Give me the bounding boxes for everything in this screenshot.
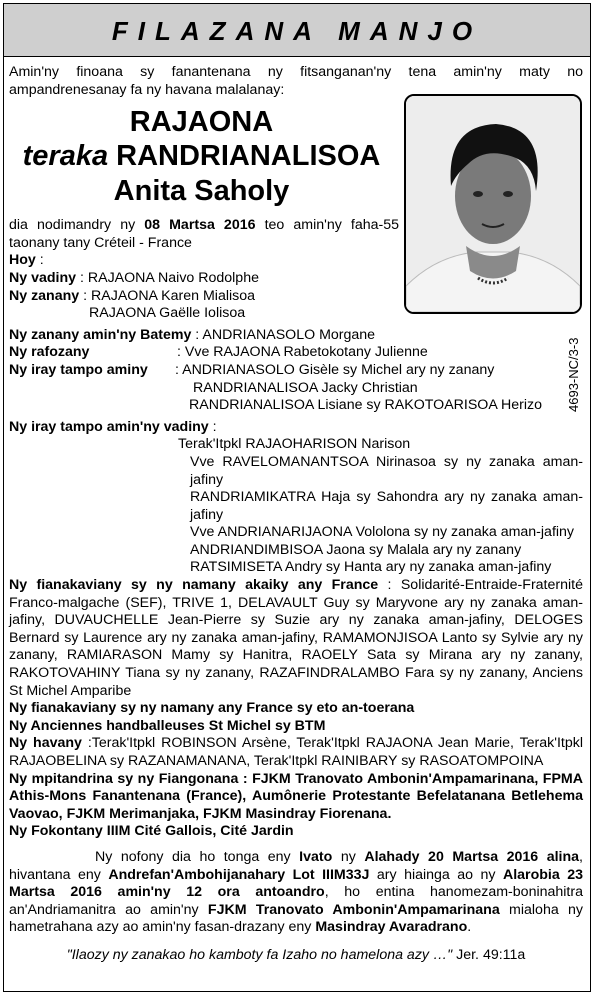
deceased-surname: RAJAONA (129, 106, 274, 139)
batemy-row (9, 327, 583, 345)
fianakaviana-france-text: : Solidarité-Entraide-Fraternité Franco-malgache (SEF), TRIVE 1, DELAVAULT Guy sy Maryvone ary ny zanaka aman-jafiny, DUVAUCHELLE Jean-Pierre sy Suzie ary ny zanaka aman-jafiny, DELOGES Bernard sy Laurence ary ny zanaka aman-jafiny, RAMAMONJISOA Lanto sy Sylvie ary ny zanany, RAMIARASON Mamy sy Hanitra, RAOELY Sata sy Mirana ary ny zanany, RAKOTOVAHINY Tiana sy ny zanany, RAZAFINDRALAMBO Fara sy ny zanany, Anciens St Michel Amparibe (9, 577, 583, 699)
batemy-value: : ANDRIANASOLO Morgane (191, 326, 376, 343)
iray-tampo-vadiny-3: RANDRIAMIKATRA Haja sy Sahondra ary ny zanaka aman-jafiny (190, 489, 583, 523)
mpitandrina-line: Ny mpitandrina sy ny Fiangonana : FJKM Tranovato Ambonin'Ampamarinana, FPMA Athis-Mons Fanantenana (France), Aumônerie Protestante Befelatanana Betlehema Vaovao, FJKM Merimanjaka, FJKM Masindray Fiorenana. (9, 770, 583, 822)
vadiny-value: : RAJAONA Naivo Rodolphe (76, 269, 259, 286)
iray-tampo-vadiny-6: RATSIMISETA Andry sy Hanta ary ny zanaka aman-jafiny (190, 559, 552, 576)
iray-tampo-value-2: RANDRIANALISOA Jacky Christian (193, 379, 418, 396)
rafozany-label: Ny rafozany (9, 344, 90, 361)
vadiny-label: Ny vadiny (9, 269, 77, 286)
death-date: 08 Martsa 2016 (144, 217, 256, 234)
iray-tampo-vadiny-label: Ny iray tampo amin'ny vadiny : (9, 418, 217, 435)
iray-tampo-value-3: RANDRIANALISOA Lisiane sy RAKOTOARISOA Herizo (189, 397, 542, 414)
fokontany-line: Ny Fokontany IIIM Cité Gallois, Cité Jardin (9, 823, 294, 840)
iray-tampo-vadiny-4: Vve ANDRIANARIJAONA Vololona sy ny zanaka aman-jafiny (190, 524, 575, 541)
quote-ref: Jer. 49:11a (452, 946, 526, 963)
reference-code: 4693-NC/3-3 (566, 337, 581, 412)
zanany-value-1: : RAJAONA Karen Mialisoa (79, 287, 256, 304)
fianakaviana-france-label: Ny fianakaviany sy ny namany akaiky any France (9, 577, 379, 594)
iray-tampo-row (9, 362, 583, 380)
intro-text: Amin'ny finoana sy fanantenana ny fitsanganan'ny tena amin'ny maty no ampandrenesanay fa ny havana malalanay: (9, 64, 583, 98)
zanany-value-2: RAJAONA Gaëlle Iolisoa (89, 305, 246, 322)
iray-tampo-vadiny-2: Vve RAVELOMANANTSOA Nirinasoa sy ny zanaka aman-jafiny (190, 453, 583, 488)
zanany-label: Ny zanany (9, 287, 80, 304)
header-bar (4, 4, 590, 57)
iray-tampo-vadiny-5: ANDRIANDIMBISOA Jaona sy Malala ary ny zanany (190, 541, 522, 558)
iray-tampo-label: Ny iray tampo aminy (9, 361, 148, 378)
zanany-row (9, 288, 583, 306)
notice-body (9, 64, 583, 965)
batemy-label: Ny zanany amin'ny Batemy (9, 326, 192, 343)
anciennes-line: Ny Anciennes handballeuses St Michel sy BTM (9, 717, 326, 734)
iray-tampo-vadiny-1: Terak'Itpkl RAJAOHARISON Narison (178, 436, 411, 453)
deceased-maiden-name (9, 139, 394, 173)
scripture-quote (9, 947, 583, 965)
deceased-name (9, 105, 394, 209)
havany-row (9, 735, 583, 770)
hoy-label: Hoy : (9, 252, 44, 269)
havany-label: Ny havany (9, 735, 82, 752)
iray-tampo-value-1: : ANDRIANASOLO Gisèle sy Michel ary ny zanany (175, 361, 495, 378)
death-pre: dia nodimandry ny (9, 217, 145, 234)
rafozany-row (9, 344, 583, 362)
death-post: teo amin'ny faha-55 taonany tany Créteil - France (9, 217, 399, 251)
funeral-details: Ny nofony dia ho tonga eny Ivato ny Alahady 20 Martsa 2016 alina, hivantana eny Andrefan'Ambohijanahary Lot IIIM33J ary hiainga ao ny Alarobia 23 Martsa 2016 amin'ny 12 ora antoandro, ho entina hanomezam-boninahitra an'Andriamanitra ao amin'ny FJKM Tranovato Ambonin'Ampamarinana mialoha ny hametrahana azy ao amin'ny fasan-drazany eny Masindray Avaradrano. (9, 848, 584, 936)
quote-text: "Ilaozy ny zanakao ho kamboty fa Izaho no hamelona azy …" (66, 946, 453, 963)
havany-text: :Terak'Itpkl ROBINSON Arsène, Terak'Itpkl RAJAONA Jean Marie, Terak'Itpkl RAJAOBELINA sy RAZANAMANANA, Terak'Itpkl RAINIBARY sy RASOATOMPOINA (9, 735, 583, 769)
rafozany-value: : Vve RAJAONA Rabetokotany Julienne (177, 344, 428, 361)
france-toerana-line: Ny fianakaviany sy ny namany any France sy eto an-toerana (9, 700, 415, 717)
teraka-label: teraka (22, 140, 109, 173)
fianakaviana-france (9, 577, 583, 700)
page-title: FILAZANA MANJO (111, 16, 483, 46)
vadiny-row (9, 270, 583, 288)
maiden-surname: RANDRIANALISOA (108, 140, 381, 173)
deceased-given-names: Anita Saholy (113, 175, 290, 208)
death-statement (9, 217, 399, 252)
